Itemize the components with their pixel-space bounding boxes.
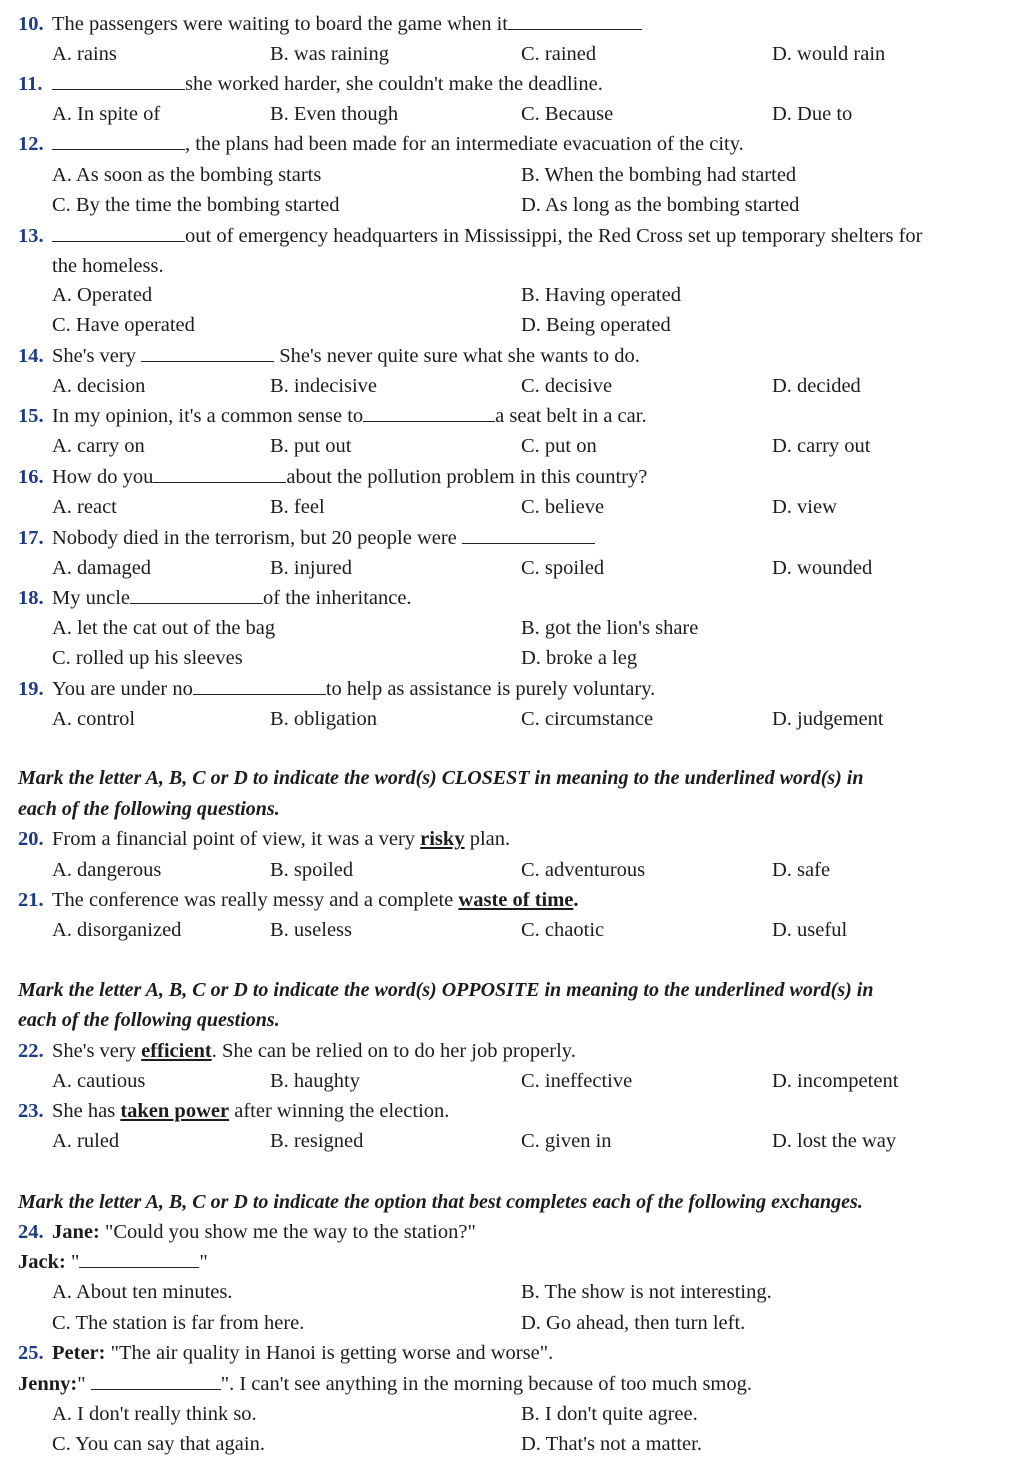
answer-blank <box>153 462 286 483</box>
question-24 <box>0 1217 1024 1247</box>
option-c[interactable]: C. given in <box>521 1130 612 1152</box>
underlined-word: taken power <box>120 1100 230 1122</box>
options-row <box>0 1308 1024 1338</box>
question-number: 12. <box>18 133 44 155</box>
option-d[interactable]: D. Being operated <box>521 314 671 336</box>
question-text: Peter: "The air quality in Hanoi is getting worse and worse". <box>52 1342 554 1364</box>
answer-blank <box>52 69 185 90</box>
question-number: 23. <box>18 1100 44 1122</box>
question-number: 13. <box>18 225 44 247</box>
options-row <box>0 1399 1024 1429</box>
speaker-name: Peter: <box>52 1342 106 1364</box>
question-12 <box>0 129 1024 159</box>
response-line: Jack: " " <box>0 1247 1024 1277</box>
options-row <box>0 371 1024 401</box>
question-23 <box>0 1096 1024 1126</box>
question-number: 14. <box>18 345 44 367</box>
options-row <box>0 1277 1024 1307</box>
option-c[interactable]: C. rolled up his sleeves <box>52 647 243 669</box>
option-c[interactable]: C. believe <box>521 496 605 518</box>
options-row <box>0 190 1024 220</box>
option-a[interactable]: A. let the cat out of the bag <box>52 617 276 639</box>
question-17 <box>0 523 1024 553</box>
option-b[interactable]: B. put out <box>270 435 352 457</box>
instruction-opposite-continued: each of the following questions. <box>18 1009 280 1031</box>
option-a[interactable]: A. carry on <box>52 435 145 457</box>
option-a[interactable]: A. I don't really think so. <box>52 1403 257 1425</box>
question-number: 11. <box>18 73 43 95</box>
option-b[interactable]: B. useless <box>270 919 352 941</box>
speaker-name: Jenny: <box>18 1373 78 1395</box>
option-c[interactable]: C. Because <box>521 103 614 125</box>
question-text: out of emergency headquarters in Mississippi, the Red Cross set up temporary shelters for <box>52 221 922 251</box>
options-row <box>0 643 1024 673</box>
question-22 <box>0 1036 1024 1066</box>
option-a[interactable]: A. react <box>52 496 117 518</box>
option-c[interactable]: C. circumstance <box>521 708 654 730</box>
option-d[interactable]: D. Go ahead, then turn left. <box>521 1312 746 1334</box>
option-b[interactable]: B. When the bombing had started <box>521 164 797 186</box>
options-row <box>0 160 1024 190</box>
option-b[interactable]: B. injured <box>270 557 352 579</box>
option-a[interactable]: A. disorganized <box>52 919 182 941</box>
question-25 <box>0 1338 1024 1368</box>
question-text: You are under no to help as assistance is purely voluntary. <box>52 674 655 704</box>
option-d[interactable]: D. useful <box>772 919 848 941</box>
question-text: The passengers were waiting to board the game when it <box>52 9 642 39</box>
option-b[interactable]: B. I don't quite agree. <box>521 1403 698 1425</box>
option-d[interactable]: D. wounded <box>772 557 873 579</box>
answer-blank <box>363 401 495 422</box>
option-b[interactable]: B. Even though <box>270 103 399 125</box>
option-c[interactable]: C. spoiled <box>521 557 605 579</box>
option-a[interactable]: A. ruled <box>52 1130 120 1152</box>
option-b[interactable]: B. haughty <box>270 1070 360 1092</box>
instruction-closest: Mark the letter A, B, C or D to indicate the word(s) CLOSEST in meaning to the underlined word(s) in <box>18 767 864 789</box>
question-text: Jane: "Could you show me the way to the station?" <box>52 1221 476 1243</box>
question-number: 22. <box>18 1040 44 1062</box>
option-d[interactable]: D. lost the way <box>772 1130 897 1152</box>
answer-blank <box>462 523 595 544</box>
question-text: She has taken power after winning the election. <box>52 1100 450 1122</box>
underlined-word: waste of time <box>458 889 574 911</box>
options-row <box>0 39 1024 69</box>
option-c[interactable]: C. By the time the bombing started <box>52 194 340 216</box>
option-a[interactable]: A. As soon as the bombing starts <box>52 164 322 186</box>
options-row <box>0 704 1024 734</box>
question-16 <box>0 462 1024 492</box>
question-text: she worked harder, she couldn't make the deadline. <box>52 69 603 99</box>
option-d[interactable]: D. incompetent <box>772 1070 899 1092</box>
question-text: She's very She's never quite sure what she wants to do. <box>52 341 640 371</box>
options-row <box>0 310 1024 340</box>
option-c[interactable]: C. Have operated <box>52 314 195 336</box>
question-15 <box>0 401 1024 431</box>
option-a[interactable]: A. In spite of <box>52 103 161 125</box>
option-c[interactable]: C. You can say that again. <box>52 1433 265 1455</box>
question-13 <box>0 221 1024 251</box>
speaker-name: Jane: <box>52 1221 100 1243</box>
option-b[interactable]: B. The show is not interesting. <box>521 1281 772 1303</box>
question-number: 18. <box>18 587 44 609</box>
answer-blank <box>91 1369 221 1390</box>
underlined-word: efficient <box>141 1040 212 1062</box>
instruction-opposite: Mark the letter A, B, C or D to indicate the word(s) OPPOSITE in meaning to the underlined word(s) in <box>18 979 874 1001</box>
option-a[interactable]: A. dangerous <box>52 859 162 881</box>
question-number: 15. <box>18 405 44 427</box>
option-c[interactable]: C. decisive <box>521 375 613 397</box>
options-row <box>0 492 1024 522</box>
question-19 <box>0 674 1024 704</box>
option-d[interactable]: D. safe <box>772 859 831 881</box>
question-number: 16. <box>18 466 44 488</box>
answer-blank <box>141 341 274 362</box>
answer-blank <box>79 1247 199 1268</box>
question-13-continued: the homeless. <box>52 255 164 277</box>
option-c[interactable]: C. adventurous <box>521 859 646 881</box>
question-number: 20. <box>18 828 44 850</box>
question-number: 25. <box>18 1342 44 1364</box>
underlined-word: risky <box>420 828 465 850</box>
option-c[interactable]: C. chaotic <box>521 919 605 941</box>
options-row <box>0 553 1024 583</box>
option-d[interactable]: D. That's not a matter. <box>521 1433 702 1455</box>
option-a[interactable]: A. Operated <box>52 284 153 306</box>
question-21 <box>0 885 1024 915</box>
option-a[interactable]: A. decision <box>52 375 146 397</box>
question-text: From a financial point of view, it was a very risky plan. <box>52 828 511 850</box>
option-d[interactable]: D. judgement <box>772 708 884 730</box>
question-text: My uncle of the inheritance. <box>52 583 412 613</box>
option-b[interactable]: B. feel <box>270 496 325 518</box>
answer-blank <box>52 129 185 150</box>
question-11 <box>0 69 1024 99</box>
question-number: 21. <box>18 889 44 911</box>
option-b[interactable]: B. obligation <box>270 708 378 730</box>
question-14 <box>0 341 1024 371</box>
answer-blank <box>52 221 185 242</box>
question-text: Nobody died in the terrorism, but 20 people were <box>52 523 595 553</box>
option-a[interactable]: A. control <box>52 708 136 730</box>
option-d[interactable]: D. carry out <box>772 435 871 457</box>
options-row <box>0 1126 1024 1156</box>
option-d[interactable]: D. view <box>772 496 837 518</box>
speaker-name: Jack: <box>18 1251 66 1273</box>
options-row <box>0 99 1024 129</box>
option-a[interactable]: A. cautious <box>52 1070 146 1092</box>
option-d[interactable]: D. decided <box>772 375 861 397</box>
question-text: In my opinion, it's a common sense to a seat belt in a car. <box>52 401 647 431</box>
option-a[interactable]: A. About ten minutes. <box>52 1281 233 1303</box>
response-line: Jenny:" ". I can't see anything in the morning because of too much smog. <box>0 1369 1024 1399</box>
question-text: , the plans had been made for an intermediate evacuation of the city. <box>52 129 744 159</box>
option-b[interactable]: B. got the lion's share <box>521 617 699 639</box>
option-b[interactable]: B. Having operated <box>521 284 681 306</box>
instruction-closest-continued: each of the following questions. <box>18 798 280 820</box>
question-number: 19. <box>18 678 44 700</box>
options-row <box>0 431 1024 461</box>
question-number: 17. <box>18 527 44 549</box>
options-row <box>0 1429 1024 1459</box>
option-b[interactable]: B. spoiled <box>270 859 354 881</box>
option-d[interactable]: D. Due to <box>772 103 853 125</box>
option-b[interactable]: B. was raining <box>270 43 389 65</box>
answer-blank <box>193 674 326 695</box>
options-row <box>0 280 1024 310</box>
option-d[interactable]: D. would rain <box>772 43 886 65</box>
option-a[interactable]: A. damaged <box>52 557 152 579</box>
option-c[interactable]: C. ineffective <box>521 1070 633 1092</box>
option-d[interactable]: D. broke a leg <box>521 647 638 669</box>
question-text: How do you about the pollution problem in this country? <box>52 462 647 492</box>
option-c[interactable]: C. put on <box>521 435 597 457</box>
options-row <box>0 915 1024 945</box>
option-c[interactable]: C. rained <box>521 43 597 65</box>
options-row <box>0 613 1024 643</box>
option-c[interactable]: C. The station is far from here. <box>52 1312 305 1334</box>
question-number: 24. <box>18 1221 44 1243</box>
answer-blank <box>508 9 642 30</box>
option-b[interactable]: B. resigned <box>270 1130 364 1152</box>
question-number: 10. <box>18 13 44 35</box>
instruction-exchanges: Mark the letter A, B, C or D to indicate the option that best completes each of the following exchanges. <box>18 1191 863 1213</box>
question-20 <box>0 824 1024 854</box>
answer-blank <box>130 583 263 604</box>
option-d[interactable]: D. As long as the bombing started <box>521 194 800 216</box>
options-row <box>0 855 1024 885</box>
options-row <box>0 1066 1024 1096</box>
question-18 <box>0 583 1024 613</box>
question-text: She's very efficient. She can be relied on to do her job properly. <box>52 1040 576 1062</box>
question-text: The conference was really messy and a complete waste of time. <box>52 889 579 911</box>
option-a[interactable]: A. rains <box>52 43 117 65</box>
question-10 <box>0 9 1024 39</box>
option-b[interactable]: B. indecisive <box>270 375 378 397</box>
